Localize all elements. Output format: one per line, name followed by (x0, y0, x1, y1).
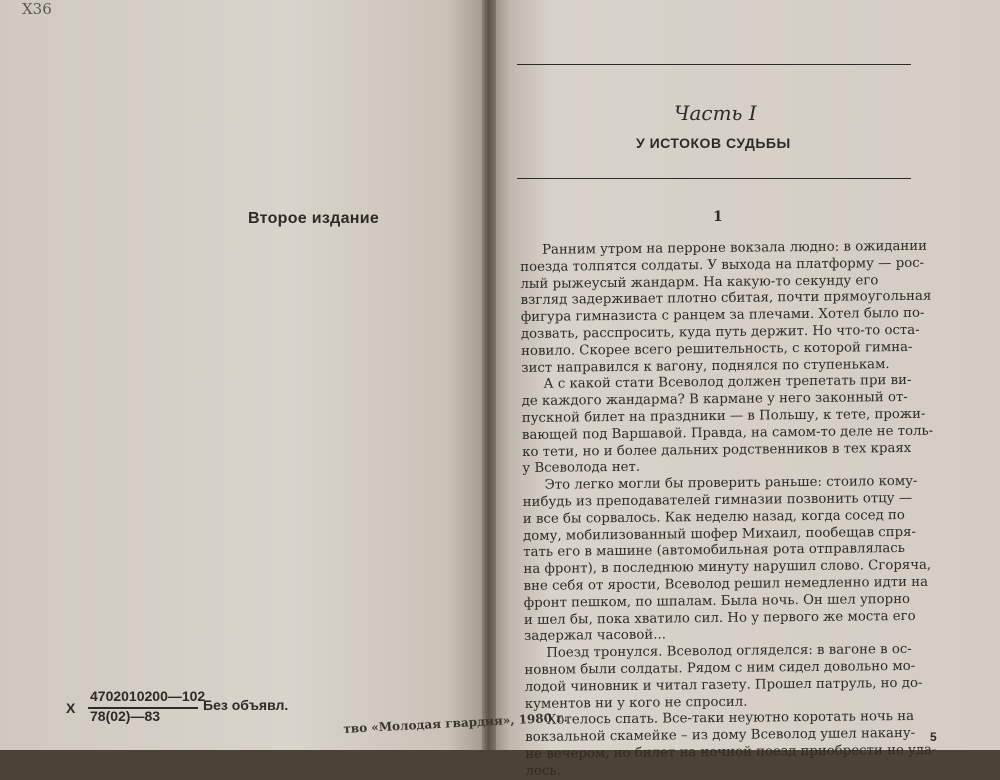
text-line: фигура гимназиста с ранцем за плечами. Хотел было по- (520, 305, 925, 326)
imprint-x-mark: Х (66, 700, 76, 716)
text-line: пускной билет на праздники — в Польшу, к тете, прожи- (521, 406, 926, 426)
text-line: де каждого жандарма? В кармане у него законный от- (521, 390, 908, 410)
publisher-line: тво «Молодая гвардия», 1980 г. (343, 710, 569, 736)
bottom-rule (517, 178, 911, 179)
text-line: нибудь из преподавателей гимназии позвонить отцу — (522, 490, 913, 510)
top-rule (517, 64, 911, 65)
imprint-note: Без объявл. (203, 697, 289, 713)
page-number: 5 (930, 730, 937, 744)
text-line: кументов ни у кого не спросил. (524, 694, 748, 712)
text-line: не вечером, но билет на ночной поезд приобрести не уда- (525, 742, 937, 762)
text-line: вающей под Варшавой. Правда, на самом-то деле не толь- (521, 423, 934, 443)
body-text (520, 238, 937, 780)
text-line: задержал часовой... (524, 627, 666, 645)
text-line: Это легко могли бы проверить раньше: стоило кому- (544, 474, 918, 493)
part-subtitle: У ИСТОКОВ СУДЬБЫ (636, 135, 791, 151)
text-line: на фронт), в последнюю минуту нарушил слово. Сгоряча, (523, 557, 932, 578)
text-line: зист направился к вагону, поднялся по ступенькам. (521, 356, 890, 376)
text-line: и шел бы, пока хватило сил. Но у первого же моста его (523, 608, 916, 628)
text-line: вне себя от ярости, Всеволод решил немедленно идти на (523, 574, 929, 594)
text-line: дому, мобилизованный шофер Михаил, пообещав спря- (522, 524, 917, 544)
text-line: поезда толпятся солдаты. У выхода на платформу — рос- (520, 255, 925, 275)
text-line: дозвать, расспросить, куда путь держит. Но что-то оста- (520, 322, 920, 342)
text-line: и все бы сорвалось. Как неделю назад, когда сосед по (522, 507, 905, 527)
text-line: новило. Скорее всего решительность, с которой гимна- (521, 339, 913, 359)
text-line: лось. (525, 763, 561, 779)
imprint-denominator: 78(02)—83 (90, 708, 161, 724)
text-line: Хотелось спать. Все-таки неуютно коротать ночь на (546, 709, 915, 729)
left-page (0, 0, 488, 750)
text-line: ко тети, но и более дальних родственников в тех краях (522, 440, 912, 460)
edition-label: Второе издание (248, 210, 380, 227)
text-line: взгляд задерживает плотно сбитая, почти прямоугольная (520, 289, 932, 309)
text-line: Поезд тронулся. Всеволод огляделся: в вагоне в ос- (546, 642, 912, 661)
part-title: Часть I (674, 101, 757, 125)
text-line: А с какой стати Всеволод должен трепетать при ви- (543, 373, 912, 393)
text-line: Ранним утром на перроне вокзала людно: в ожидании (541, 238, 928, 258)
chapter-number: 1 (713, 209, 723, 225)
text-line: тать его в машине (автомобильная рота отправлялась (523, 541, 905, 561)
library-code: Х36 (22, 0, 52, 18)
text-line: у Всеволода нет. (522, 460, 641, 477)
text-line: лый рыжеусый жандарм. На какую-то секунду его (520, 272, 879, 292)
text-line: лодой чиновник и читал газету. Прошел патруль, но до- (524, 675, 923, 695)
book-gutter (482, 0, 496, 750)
text-line: новном были солдаты. Рядом с ним сидел довольно мо- (524, 658, 916, 678)
imprint-numerator: 4702010200—102 (90, 688, 206, 704)
text-line: фронт пешком, по шпалам. Была ночь. Он шел упорно (523, 591, 911, 611)
text-line: вокзальной скамейке – из дому Всеволод ушел накану- (525, 725, 916, 746)
